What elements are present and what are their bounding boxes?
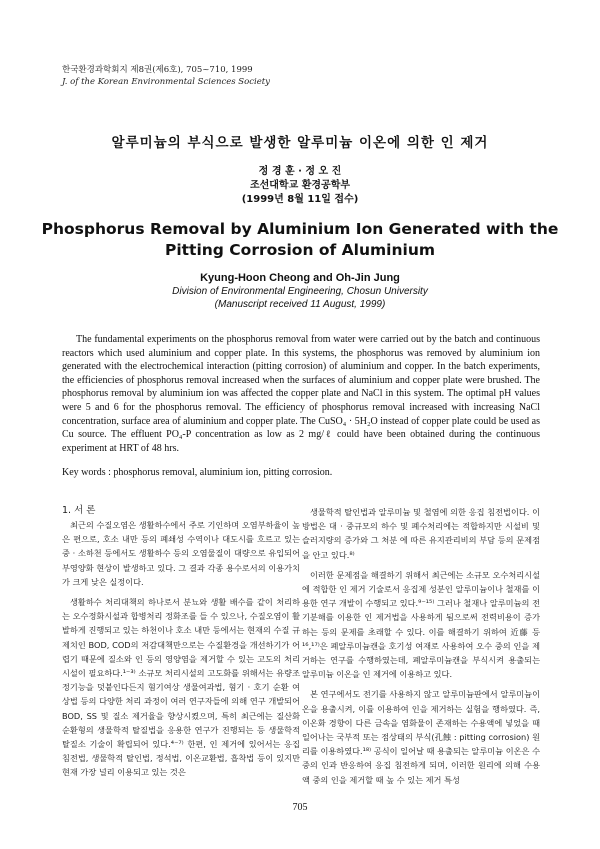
title-korean: 알루미늄의 부식으로 발생한 알루미늄 이온에 의한 인 제거: [111, 135, 489, 151]
body-column-right: [302, 505, 540, 787]
body-paragraph: 이러한 문제점을 해결하기 위해서 최근에는 소규모 오수처리시설에 적합한 인 제거 기술로서 응집제 성분인 알루미늄이나 철재를 이용한 연구 개발이 수행되고 있다.⁹⁻¹⁵⁾ 그러나 철재나 알루미늄의 전기분해를 이용한 인 제거법을 사용하게 됨으로써 전력비용이 증가하는 등의 문제를 초래할 수 있다. 이를 해결하기 위하여 近藤 등¹⁶,¹⁷⁾은 폐알루미늄캔을 호기성 여재로 사용하여 오수 중의 인을 제거하는 연구를 수행하였는데, 폐알루미늄캔을 부식시켜 용출되는 알루미늄 이온을 인 제거에 이용하고 있다.: [302, 569, 540, 680]
received-korean: (1999년 8월 11일 접수): [241, 194, 359, 205]
affiliation-english: Division of Environmental Engineering, Chosun University: [172, 286, 428, 297]
authors-korean: 정 경 훈 · 정 오 진: [258, 166, 342, 177]
received-english: (Manuscript received 11 August, 1999): [214, 299, 386, 310]
body-paragraph: 최근의 수질오염은 생활하수에서 주로 기인하며 오염부하율이 높은 편으로, 호소 내만 등의 폐쇄성 수역이나 대도시를 흐르고 있는 중 · 소하천 등에서도 생활하수 등의 오염물질이 대량으로 유입되어 부영양화 현상이 발생하고 있다. 그 결과 각종 용수로서의 이용가치가 크게 낮은 실정이다.: [62, 520, 300, 587]
affiliation-korean: 조선대학교 환경공학부: [249, 180, 351, 191]
page-number: 705: [292, 802, 308, 813]
journal-name-en: J. of the Korean Environmental Sciences Society: [62, 77, 270, 87]
body-paragraph: 생활하수 처리대책의 하나로서 분뇨와 생활 배수를 같이 처리하는 오수정화시설과 합병처리 정화조를 들 수 있으나, 수질오염이 활발하게 진행되고 있는 하천이나 호소 내만 등에서는 현재의 수질 규제치인 BOD, COD의 저감대책만으로는 수질환경을 개선하기가 어렵기 때문에 질소와 인 등의 영양염을 제거할 수 있는 고도의 처리시설이 필요하다.¹⁻³⁾ 소규모 처리시설의 고도화를 위해서는 유량조정기능을 덧붙인다든지 혐기여상 생물여과법, 혐기 · 호기 순환 여상법 등의 다양한 처리 과정이 여러 연구자들에 의해 연구 개발되어 BOD, SS 및 질소 제거율을 향상시켰으며, 특히 최근에는 질산화 순환형의 생물학적 탈질법을 응용한 연구가 진행되는 등 생물학적 탈질소 기술이 확립되어 있다.⁴⁻⁷⁾ 한편, 인 제거에 있어서는 응집 침전법, 생물학적 탈인법, 정석법, 이온교환법, 흡착법 등이 있지만 현재 가장 널리 이용되고 있는 것은: [62, 597, 300, 778]
authors-english: Kyung-Hoon Cheong and Oh-Jin Jung: [200, 272, 400, 284]
authors-english-block: [0, 272, 600, 311]
abstract: [62, 333, 540, 455]
authors-korean-block: [0, 165, 600, 207]
body-paragraph: 본 연구에서도 전기를 사용하지 않고 알루미늄판에서 알루미늄이온을 용출시켜, 이를 이용하여 인을 제거하는 실험을 행하였다. 즉, 이온화 경향이 다른 금속을 염화물이 존재하는 수용액에 넣었을 때 일어나는 국부적 또는 점상태의 부식(孔蝕 : pitting corrosion) 원리를 이용하였다.¹⁸⁾ 공식이 일어날 때 용출되는 알루미늄 이온은 수중의 인과 반응하여 응집 침전하게 되며, 이러한 원리에 의해 수용액 중의 인을 제거할 때 높 수 있는 제거 특성: [302, 689, 540, 785]
keywords: Key words : phosphorus removal, aluminium ion, pitting corrosion.: [62, 467, 333, 478]
journal-citation: 한국환경과학회지 제8권(제6호), 705~710, 1999: [62, 65, 253, 75]
title-english: [0, 219, 600, 261]
body-column-left: [62, 504, 300, 780]
body-paragraph: 생물학적 탈인법과 알루미늄 및 철염에 의한 응집 침전법이다. 이 방법은 대 · 중규모의 하수 및 폐수처리에는 적합하지만 시설비 및 슬러지량의 증가와 그 처분 에 따른 유지관리비의 부담 등의 문제점을 안고 있다.⁸⁾: [302, 507, 540, 560]
abstract-text: The fundamental experiments on the phosphorus removal from water were carried out by the batch and continuous reactors which used aluminium and copper plate. In this systems, the phosphorus was removed by aluminium ion generated with the electrochemical interaction (pitting corrosion) of aluminium and copper. In the batch experiments, the efficiencies of phosphorus removal increased when the surfaces of aluminium and copper plate were brushed. The phosphorus removal by aluminium ion was affected the copper plate and NaCl in this system. The optimal pH values were 5 and 6 for the phosphorus removal. The efficiency of phosphorus removal increased with increasing NaCl concentration, surface area of aluminium and copper plate. The CuSO₄ · 5H₂O instead of copper plate could be used as Cu source. The effluent PO₄-P concentration as low as 2 mg/ℓ could have been obtained during the continuous experiment at HRT of 48 hrs.: [62, 334, 540, 454]
title-english-line1: Phosphorus Removal by Aluminium Ion Generated with the: [41, 220, 559, 238]
section-heading-introduction: 1. 서 론: [62, 505, 96, 516]
title-english-line2: Pitting Corrosion of Aluminium: [164, 241, 436, 259]
journal-header: [62, 64, 270, 88]
